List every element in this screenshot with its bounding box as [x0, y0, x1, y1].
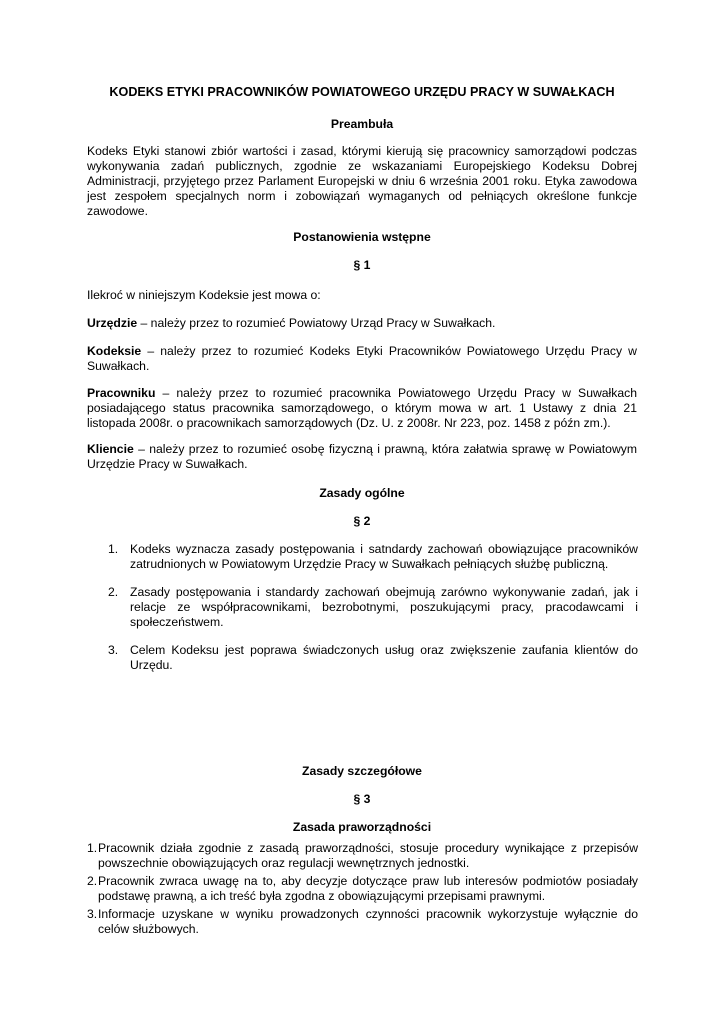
- list-item: [87, 841, 638, 871]
- list-text: Celem Kodeksu jest poprawa świadczonych usług oraz zwiększenie zaufania klientów do Urzędu.: [130, 643, 638, 672]
- definition-term: Kliencie: [87, 442, 134, 456]
- preamble-text: Kodeks Etyki stanowi zbiór wartości i zasad, którymi kierują się pracownicy samorządowi podczas wykonywania zadań publicznych, zgodnie ze wskazaniami Europejskiego Kodeksu Dobrej Administracji, przyjętego przez Parlament Europejski w dniu 6 września 2001 roku. Etyka zawodowa jest zespołem specjalnych norm i zobowiązań wymaganych od pełniących określone funkcje zawodowe.: [87, 144, 637, 218]
- definition-urzad: [87, 316, 637, 331]
- preamble-heading: Preambuła: [330, 117, 394, 131]
- list-number: 2.: [87, 874, 98, 888]
- paragraph-2-mark: § 2: [353, 514, 371, 528]
- list-text: Informacje uzyskane w wyniku prowadzonych czynności pracownik wykorzystuje wyłącznie do celów służbowych.: [98, 907, 638, 936]
- definition-text: – należy przez to rozumieć Kodeks Etyki Pracowników Powiatowego Urzędu Pracy w Suwałkach.: [87, 344, 637, 373]
- definition-klient: [87, 442, 637, 472]
- list-number: 1.: [87, 841, 98, 855]
- list-number: 3.: [87, 907, 98, 921]
- list-number: 2.: [108, 585, 119, 599]
- general-rules-list: [108, 542, 638, 673]
- list-text: Zasady postępowania i standardy zachowań obejmują zarówno wykonywanie zadań, jak i relacje ze współpracownikami, bezrobotnymi, poszukującymi pracy, pracodawcami i społeczeństwem.: [130, 585, 638, 629]
- list-number: 3.: [108, 643, 119, 657]
- list-number: 1.: [108, 542, 119, 556]
- paragraph-1-mark: § 1: [353, 258, 371, 272]
- list-text: Kodeks wyznacza zasady postępowania i satndardy zachowań obowiązujące pracowników zatrudnionych w Powiatowym Urzędzie Pracy w Suwałkach pełniących służbę publiczną.: [130, 542, 638, 571]
- intro-lead: Ilekroć w niniejszym Kodeksie jest mowa o:: [87, 288, 321, 302]
- definition-text: – należy przez to rozumieć pracownika Powiatowego Urzędu Pracy w Suwałkach posiadającego status pracownika samorządowego, o którym mowa w art. 1 Ustawy z dnia 21 listopada 2008r. o pracownikach samorządowych (Dz. U. z 2008r. Nr 223, poz. 1458 z późn zm.).: [87, 386, 637, 430]
- intro-heading: Postanowienia wstępne: [293, 230, 431, 244]
- list-item: [87, 907, 638, 937]
- legality-rules-list: [87, 841, 638, 937]
- list-text: Pracownik działa zgodnie z zasadą praworządności, stosuje procedury wynikające z przepisów powszechnie obowiązujących oraz regulacji wewnętrznych jednostki.: [98, 841, 638, 870]
- document-title: KODEKS ETYKI PRACOWNIKÓW POWIATOWEGO URZĘDU PRACY W SUWAŁKACH: [109, 85, 615, 99]
- list-item: [108, 542, 638, 572]
- paragraph-3-mark: § 3: [353, 792, 371, 806]
- definition-term: Pracowniku: [87, 386, 156, 400]
- legality-subheading: Zasada praworządności: [292, 820, 432, 834]
- list-item: [87, 874, 638, 904]
- list-text: Pracownik zwraca uwagę na to, aby decyzje dotyczące praw lub interesów podmiotów posiadały podstawę prawną, a ich treść była zgodna z obowiązującymi przepisami prawnymi.: [98, 874, 638, 903]
- definition-term: Urzędzie: [87, 316, 138, 330]
- definition-kodeks: [87, 344, 637, 374]
- definition-term: Kodeksie: [87, 344, 142, 358]
- definition-text: – należy przez to rozumieć osobę fizyczną i prawną, która załatwia sprawę w Powiatowym Urzędzie Pracy w Suwałkach.: [87, 442, 637, 471]
- list-item: [108, 585, 638, 630]
- detailed-heading: Zasady szczegółowe: [302, 764, 422, 778]
- definition-pracownik: [87, 386, 637, 431]
- general-heading: Zasady ogólne: [319, 486, 405, 500]
- list-item: [108, 643, 638, 673]
- definition-text: – należy przez to rozumieć Powiatowy Urząd Pracy w Suwałkach.: [137, 316, 496, 330]
